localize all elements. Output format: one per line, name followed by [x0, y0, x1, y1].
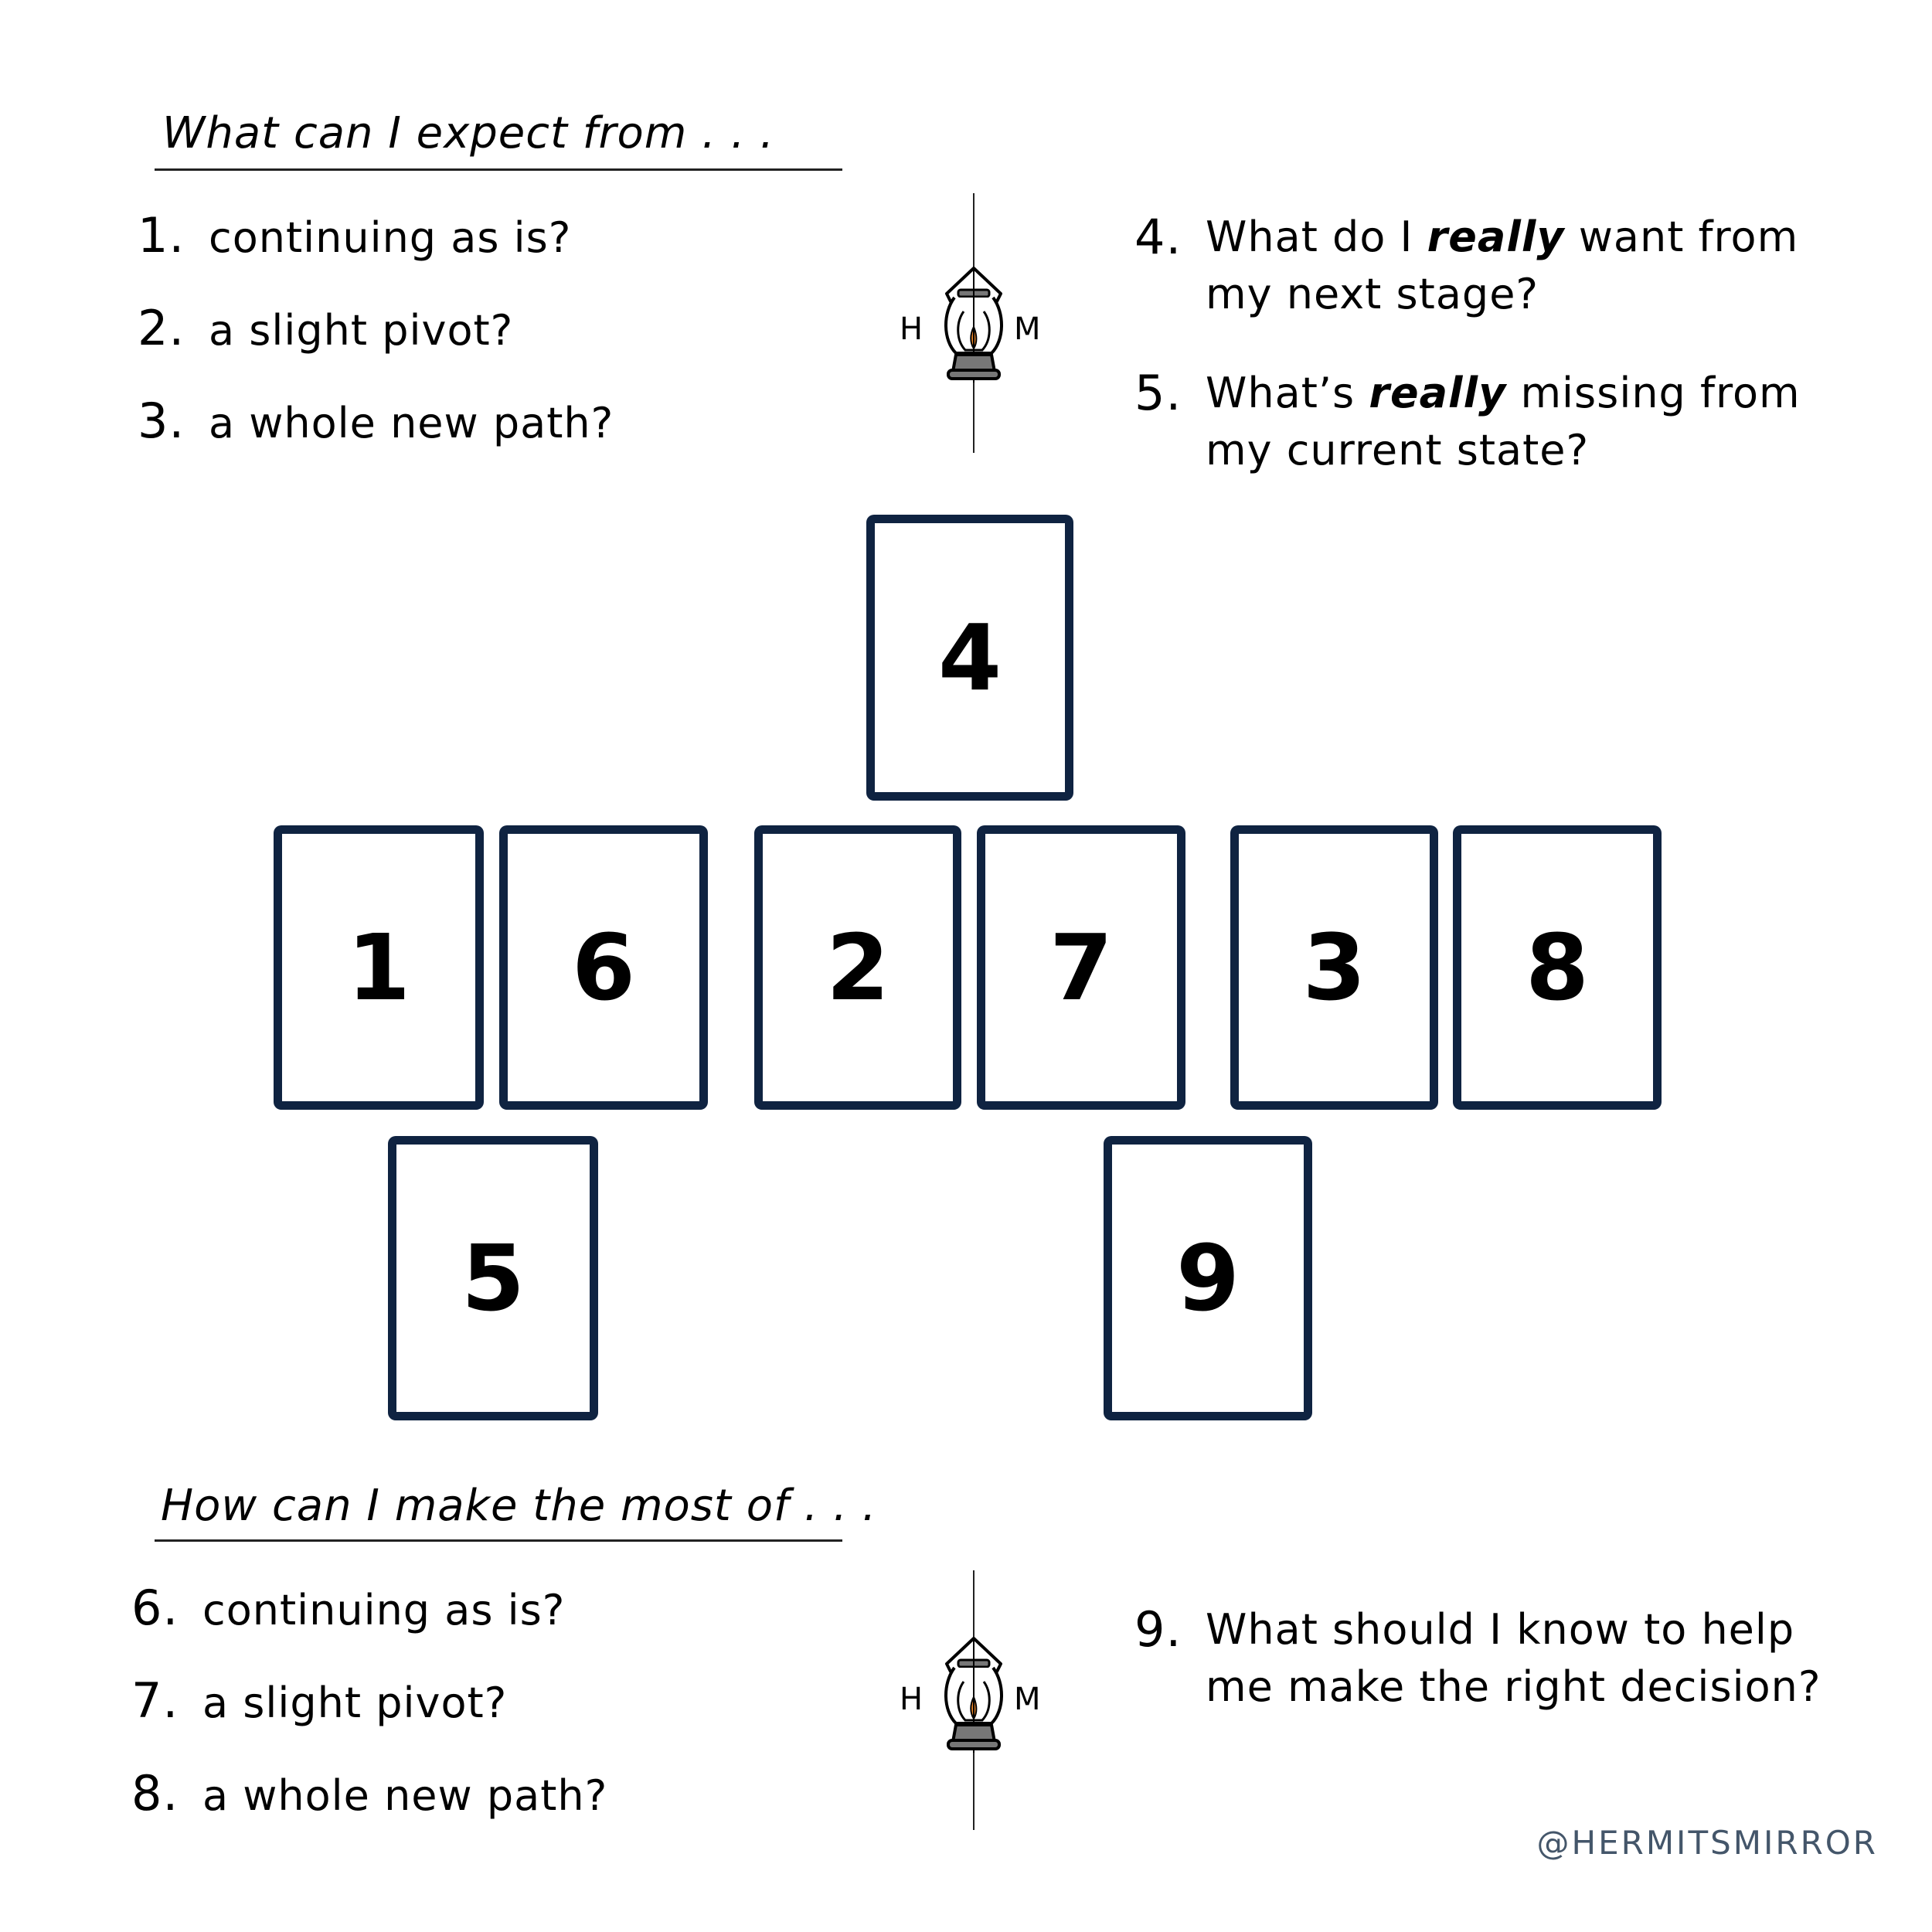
- question-text: [1206, 1601, 1821, 1716]
- question-text-line2: my next stage?: [1206, 270, 1539, 318]
- bottom-heading-rule: [155, 1539, 842, 1542]
- card-label: 1: [346, 914, 411, 1021]
- item-text: continuing as is?: [209, 213, 572, 262]
- question-text: [1206, 365, 1801, 479]
- card-position-1: [274, 825, 484, 1110]
- card-label: 2: [825, 914, 890, 1021]
- item-number: 1.: [138, 207, 185, 264]
- card-label: 7: [1049, 914, 1114, 1021]
- item-text: a whole new path?: [202, 1771, 608, 1820]
- list-item-3: [138, 393, 614, 449]
- item-number: 3.: [138, 393, 185, 449]
- list-item-7: [131, 1672, 507, 1729]
- logo-letter-m: M: [1014, 311, 1041, 347]
- emphasis-really: really: [1427, 213, 1565, 261]
- card-label: 4: [937, 604, 1002, 711]
- item-number: 7.: [131, 1672, 179, 1729]
- card-position-6: [499, 825, 708, 1110]
- card-position-3: [1230, 825, 1438, 1110]
- card-position-4: [866, 515, 1073, 801]
- question-4: [1134, 209, 1869, 325]
- emphasis-really: really: [1369, 369, 1507, 417]
- logo-letter-h: H: [900, 311, 923, 347]
- item-text: continuing as is?: [202, 1586, 566, 1634]
- list-item-2: [138, 300, 513, 356]
- question-text-post: want from: [1564, 213, 1799, 261]
- question-text: [1206, 209, 1798, 323]
- card-label: 6: [571, 914, 636, 1021]
- logo-letter-h: H: [900, 1682, 923, 1717]
- question-text-pre: What’s: [1206, 369, 1369, 417]
- item-text: a whole new path?: [209, 399, 614, 447]
- item-number: 8.: [131, 1765, 179, 1821]
- lantern-icon: [939, 267, 1009, 383]
- card-position-8: [1453, 825, 1662, 1110]
- social-handle: @HERMITSMIRROR: [1536, 1824, 1878, 1862]
- card-label: 5: [461, 1225, 526, 1332]
- item-number: 2.: [138, 300, 185, 356]
- question-5: [1134, 365, 1869, 481]
- question-9: [1134, 1601, 1869, 1717]
- question-text-line1: What should I know to help: [1206, 1605, 1795, 1654]
- logo-bottom: [896, 1637, 1051, 1760]
- logo-top: [896, 267, 1051, 390]
- lantern-icon: [939, 1637, 1009, 1753]
- card-position-2: [754, 825, 961, 1110]
- item-text: a slight pivot?: [209, 306, 514, 355]
- card-position-5: [388, 1136, 598, 1420]
- card-label: 3: [1302, 914, 1366, 1021]
- card-label: 8: [1525, 914, 1590, 1021]
- question-number: 5.: [1134, 365, 1182, 421]
- question-text-line2: my current state?: [1206, 426, 1590, 474]
- question-text-post: missing from: [1506, 369, 1801, 417]
- list-item-1: [138, 207, 571, 264]
- top-heading-rule: [155, 168, 842, 171]
- question-number: 9.: [1134, 1601, 1182, 1658]
- list-item-8: [131, 1765, 607, 1821]
- card-position-9: [1104, 1136, 1312, 1420]
- logo-letter-m: M: [1014, 1682, 1041, 1717]
- card-label: 9: [1175, 1225, 1240, 1332]
- list-item-6: [131, 1580, 565, 1636]
- top-heading: What can I expect from . . .: [162, 108, 775, 158]
- bottom-heading: How can I make the most of . . .: [161, 1481, 877, 1531]
- question-text-line2: me make the right decision?: [1206, 1662, 1821, 1711]
- card-position-7: [977, 825, 1185, 1110]
- question-text-pre: What do I: [1206, 213, 1427, 261]
- item-number: 6.: [131, 1580, 179, 1636]
- question-number: 4.: [1134, 209, 1182, 265]
- item-text: a slight pivot?: [202, 1679, 508, 1727]
